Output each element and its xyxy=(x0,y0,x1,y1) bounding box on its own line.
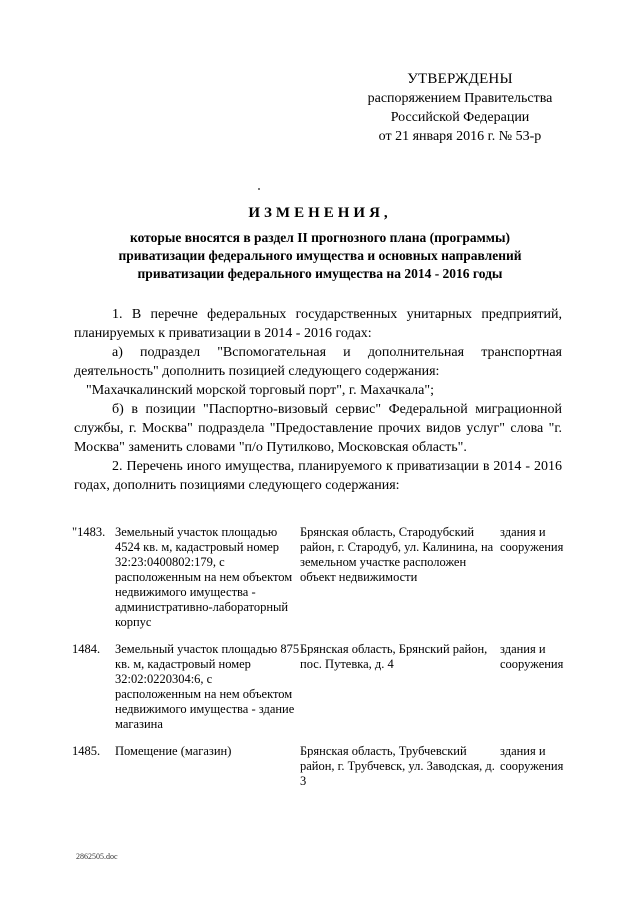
row-address: Брянская область, Брянский район, пос. Путевка, д. 4 xyxy=(300,642,488,671)
approval-line-3: от 21 января 2016 г. № 53-р xyxy=(378,129,542,144)
paragraph-5: 2. Перечень иного имущества, планируемого к приватизации в 2014 - 2016 годах, дополнить позициями следующего содержания: xyxy=(74,459,562,493)
row-description: Земельный участок площадью 4524 кв. м, кадастровый номер 32:23:0400802:179, с расположенным на нем объектом недвижимого имущества - административно-лабораторный корпус xyxy=(115,525,293,629)
row-description: Помещение (магазин) xyxy=(115,744,232,758)
document-subtitle xyxy=(70,229,570,283)
file-name-footer: 2862505.doc xyxy=(76,852,118,861)
scan-dot xyxy=(258,188,260,190)
row-address: Брянская область, Трубчевский район, г. Трубчевск, ул. Заводская, д. 3 xyxy=(300,744,495,788)
approval-heading: УТВЕРЖДЕНЫ xyxy=(407,71,513,87)
property-table xyxy=(72,525,572,801)
table-row xyxy=(72,642,572,744)
document-body xyxy=(74,305,562,495)
paragraph-3: "Махачкалинский морской торговый порт", г. Махачкала"; xyxy=(86,383,434,398)
approval-block xyxy=(330,70,590,146)
paragraph-1: 1. В перечне федеральных государственных унитарных предприятий, планируемых к приватизации в 2014 - 2016 годах: xyxy=(74,307,562,341)
row-number: 1484. xyxy=(72,642,101,656)
subtitle-line-1: которые вносятся в раздел II прогнозного плана (программы) xyxy=(129,230,511,245)
paragraph-4: б) в позиции "Паспортно-визовый сервис" Федеральной миграционной службы, г. Москва" подраздела "Предоставление прочих видов услуг" слова "г. Москва" заменить словами "п/о Путилково, Московская область". xyxy=(74,402,562,455)
row-type: здания и сооружения xyxy=(500,744,564,773)
approval-line-1: распоряжением Правительства xyxy=(367,91,553,106)
table-row xyxy=(72,744,572,801)
row-number: 1485. xyxy=(72,744,101,758)
table-row xyxy=(72,525,572,642)
document-title: ИЗМЕНЕНИЯ, xyxy=(248,205,392,221)
paragraph-2: а) подраздел "Вспомогательная и дополнительная транспортная деятельность" дополнить позицией следующего содержания: xyxy=(74,345,562,379)
subtitle-line-2: приватизации федерального имущества и основных направлений xyxy=(118,248,522,263)
row-description: Земельный участок площадью 875 кв. м, кадастровый номер 32:02:0220304:6, с расположенным на нем объектом недвижимого имущества - здание магазина xyxy=(115,642,300,731)
subtitle-line-3: приватизации федерального имущества на 2014 - 2016 годы xyxy=(137,266,503,281)
row-type: здания и сооружения xyxy=(500,642,564,671)
approval-line-2: Российской Федерации xyxy=(390,110,530,125)
row-address: Брянская область, Стародубский район, г. Стародуб, ул. Калинина, на земельном участке расположен объект недвижимости xyxy=(300,525,494,584)
row-number: "1483. xyxy=(72,525,106,539)
row-type: здания и сооружения xyxy=(500,525,564,554)
